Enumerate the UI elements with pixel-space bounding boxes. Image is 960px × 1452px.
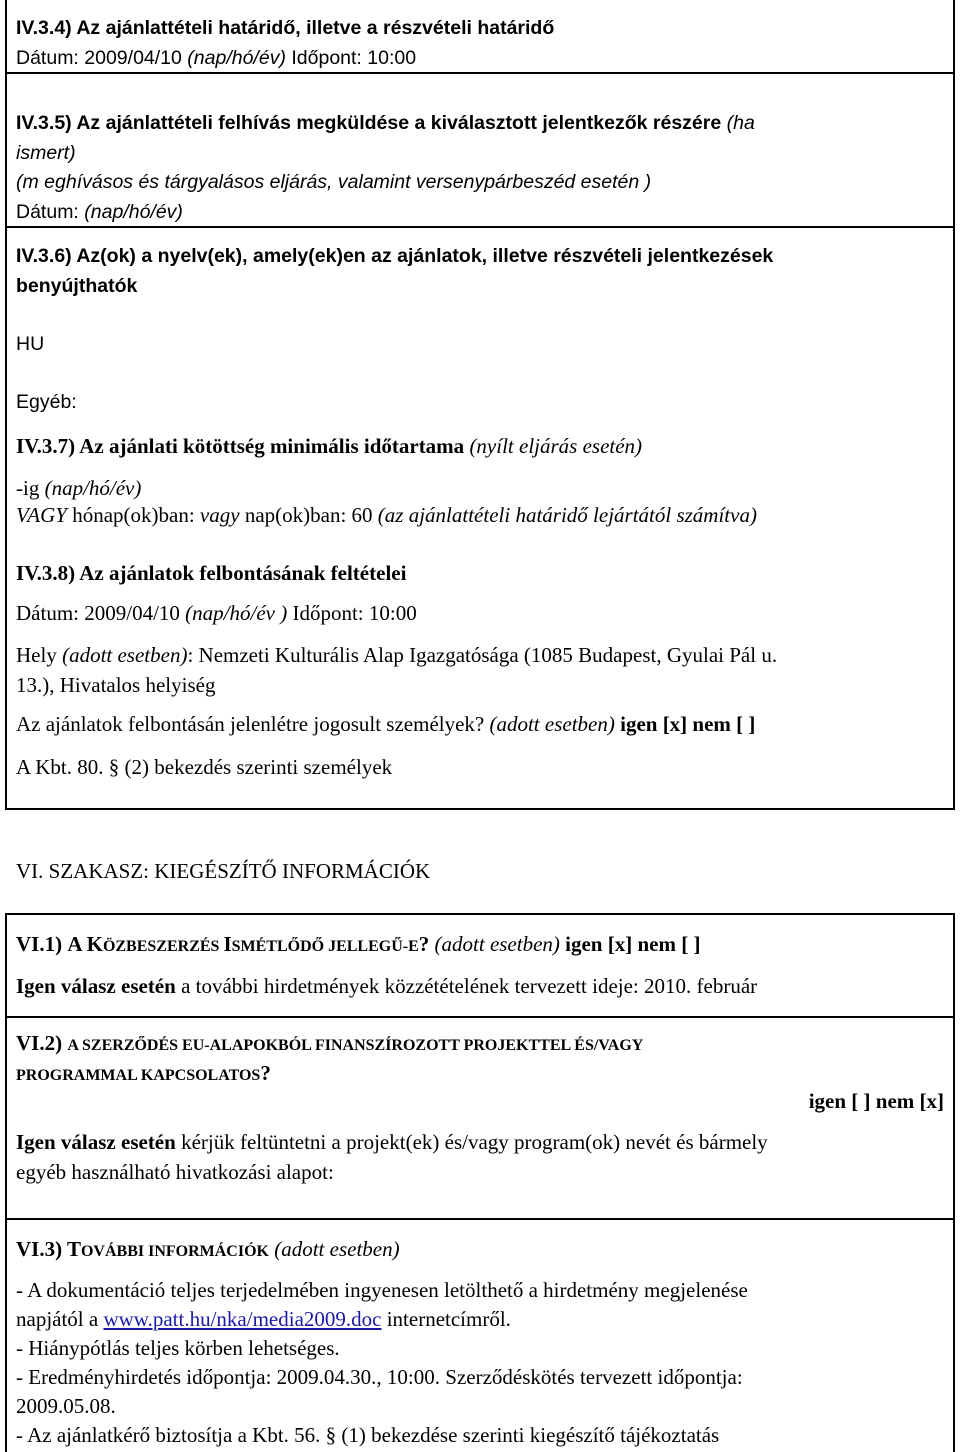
- vi1-line: Igen válasz esetén a további hirdetmények közzétételének tervezett ideje: 2010. február: [16, 974, 758, 998]
- iv38-title: IV.3.8) Az ajánlatok felbontásának feltételei: [16, 561, 407, 585]
- iv34-date-line: Dátum: 2009/04/10 (nap/hó/év) Időpont: 10:00: [16, 47, 417, 69]
- iv36-language: HU: [16, 333, 45, 355]
- vi2-line: Igen válasz esetén kérjük feltüntetni a projekt(ek) és/vagy program(ok) nevét és bármely: [16, 1130, 768, 1154]
- vi3-line-2: napjától a www.patt.hu/nka/media2009.doc internetcímről.: [16, 1307, 511, 1331]
- documentation-link[interactable]: www.patt.hu/nka/media2009.doc: [103, 1307, 382, 1331]
- iv37-title: IV.3.7) Az ajánlati kötöttség minimális időtartama (nyílt eljárás esetén): [16, 434, 643, 458]
- iv38-persons-ref: A Kbt. 80. § (2) bekezdés szerinti személyek: [16, 755, 393, 779]
- vi2-line-cont: egyéb használható hivatkozási alapot:: [16, 1160, 334, 1184]
- divider: [5, 1016, 955, 1018]
- iv36-title-cont: benyújthatók: [16, 275, 138, 297]
- divider: [5, 808, 955, 810]
- iv37-line2: VAGY hónap(ok)ban: vagy nap(ok)ban: 60 (az ajánlattételi határidő lejártától számítva): [16, 503, 757, 527]
- iv34-title: IV.3.4) Az ajánlattételi határidő, illetve a részvételi határidő: [16, 17, 555, 39]
- iv35-date-line: Dátum: (nap/hó/év): [16, 201, 183, 223]
- divider: [5, 1218, 955, 1220]
- vi3-title: VI.3) TOVÁBBI INFORMÁCIÓK (adott esetben): [16, 1237, 400, 1261]
- vi3-line-4: - Eredményhirdetés időpontja: 2009.04.30., 10:00. Szerződéskötés tervezett időpontja:: [16, 1365, 743, 1389]
- vi3-line-5: 2009.05.08.: [16, 1394, 116, 1418]
- divider: [5, 913, 955, 915]
- iv38-place: Hely (adott esetben): Nemzeti Kulturális Alap Igazgatósága (1085 Budapest, Gyulai Pál u.: [16, 643, 778, 667]
- vi2-title: VI.2) A SZERZŐDÉS EU-ALAPOKBÓL FINANSZÍROZOTT PROJEKTTEL ÉS/VAGY: [16, 1031, 644, 1055]
- iv37-line1: -ig (nap/hó/év): [16, 476, 142, 500]
- iv38-persons: Az ajánlatok felbontásán jelenlétre jogosult személyek? (adott esetben) igen [x] nem [ ]: [16, 712, 756, 736]
- vi3-line-6: - Az ajánlatkérő biztosítja a Kbt. 56. § (1) bekezdése szerinti kiegészítő tájékoztatás: [16, 1423, 720, 1447]
- iv38-place-cont: 13.), Hivatalos helyiség: [16, 673, 216, 697]
- iv38-date-line: Dátum: 2009/04/10 (nap/hó/év ) Időpont: 10:00: [16, 601, 417, 625]
- vi1-title: VI.1) A KÖZBESZERZÉS ISMÉTLŐDŐ JELLEGŰ-E? (adott esetben) igen [x] nem [ ]: [16, 932, 701, 956]
- iv36-title: IV.3.6) Az(ok) a nyelv(ek), amely(ek)en az ajánlatok, illetve részvételi jelentkezések: [16, 245, 774, 267]
- iv35-title-note: ismert): [16, 142, 76, 164]
- vi2-answer: igen [ ] nem [x]: [808, 1089, 944, 1113]
- iv35-note: (m eghívásos és tárgyalásos eljárás, valamint versenypárbeszéd esetén ): [16, 171, 652, 193]
- section-heading: VI. SZAKASZ: KIEGÉSZÍTŐ INFORMÁCIÓK: [16, 859, 431, 883]
- vi2-title-cont: PROGRAMMAL KAPCSOLATOS?: [16, 1061, 271, 1085]
- vi3-line-3: - Hiánypótlás teljes körben lehetséges.: [16, 1336, 340, 1360]
- vi3-line-1: - A dokumentáció teljes terjedelmében ingyenesen letölthető a hirdetmény megjelenése: [16, 1278, 748, 1302]
- iv36-other: Egyéb:: [16, 391, 77, 413]
- iv35-title: IV.3.5) Az ajánlattételi felhívás megküldése a kiválasztott jelentkezők részére (ha: [16, 112, 755, 134]
